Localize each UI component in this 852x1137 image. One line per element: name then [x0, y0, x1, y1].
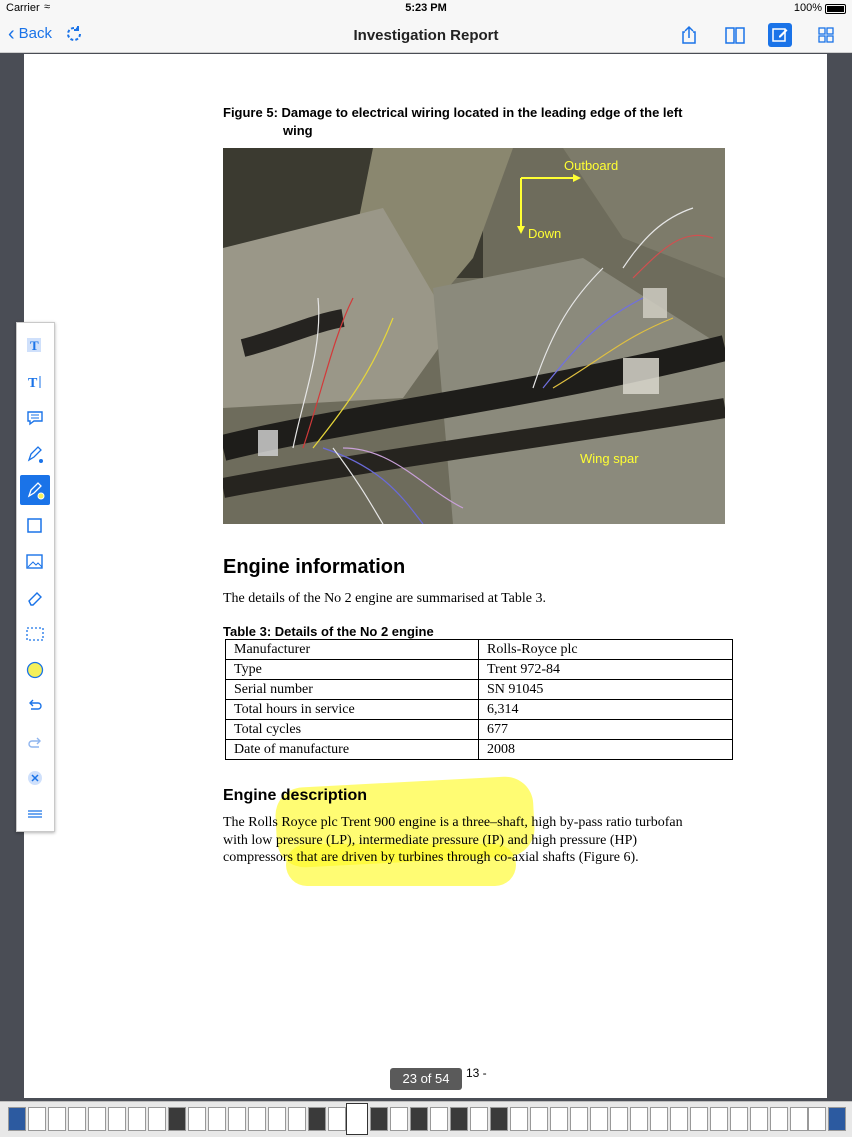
desc-line: with low pressure (LP), intermediate pressure (IP) and high pressure (HP) — [223, 832, 638, 848]
page-thumbnail[interactable] — [770, 1107, 788, 1131]
page-thumbnail[interactable] — [328, 1107, 346, 1131]
wiring-damage-photo — [223, 148, 725, 524]
page-thumbnail[interactable] — [128, 1107, 146, 1131]
page-thumbnail[interactable] — [288, 1107, 306, 1131]
row-value: 2008 — [479, 740, 733, 760]
grid-icon[interactable] — [814, 23, 838, 47]
page-indicator[interactable]: 23 of 54 — [390, 1068, 462, 1090]
text-highlight-tool-icon[interactable] — [20, 331, 50, 361]
page-thumbnail[interactable] — [630, 1107, 648, 1131]
share-icon[interactable] — [677, 23, 701, 47]
pen-tool-icon[interactable] — [20, 439, 50, 469]
page-thumbnail[interactable] — [590, 1107, 608, 1131]
row-value: 677 — [479, 720, 733, 740]
row-label: Date of manufacture — [226, 740, 479, 760]
page-thumbnail[interactable] — [550, 1107, 568, 1131]
engine-description-text — [223, 814, 723, 867]
page-thumbnail[interactable] — [148, 1107, 166, 1131]
page-thumbnail[interactable] — [68, 1107, 86, 1131]
page-number: 13 - — [466, 1066, 487, 1080]
table-caption: Table 3: Details of the No 2 engine — [223, 624, 434, 639]
table-row — [226, 680, 733, 700]
row-label: Total cycles — [226, 720, 479, 740]
page-thumbnail[interactable] — [88, 1107, 106, 1131]
table-row — [226, 640, 733, 660]
row-value: 6,314 — [479, 700, 733, 720]
back-label: Back — [18, 25, 53, 42]
text-tool-icon[interactable] — [20, 367, 50, 397]
row-value: SN 91045 — [479, 680, 733, 700]
label-down: Down — [528, 226, 562, 241]
page-thumbnail[interactable] — [450, 1107, 468, 1131]
page-thumbnail-current[interactable] — [346, 1103, 368, 1135]
clock: 5:23 PM — [405, 2, 447, 14]
row-label: Serial number — [226, 680, 479, 700]
page-thumbnail[interactable] — [828, 1107, 846, 1131]
chevron-left-icon: ‹ — [8, 22, 15, 45]
page-thumbnail[interactable] — [268, 1107, 286, 1131]
page-thumbnail[interactable] — [248, 1107, 266, 1131]
nav-bar — [0, 18, 852, 53]
edit-icon[interactable] — [768, 23, 792, 47]
engine-intro-text: The details of the No 2 engine are summarised at Table 3. — [223, 591, 546, 606]
label-wing-spar: Wing spar — [580, 451, 639, 466]
page-thumbnail[interactable] — [710, 1107, 728, 1131]
color-picker-icon[interactable] — [20, 655, 50, 685]
page-thumbnail[interactable] — [730, 1107, 748, 1131]
table-row — [226, 740, 733, 760]
label-outboard: Outboard — [564, 158, 619, 173]
figure-caption-line-1: Figure 5: Damage to electrical wiring located in the leading edge of the left — [223, 105, 683, 120]
page-thumbnail[interactable] — [390, 1107, 408, 1131]
page-thumbnail[interactable] — [168, 1107, 186, 1131]
page-thumbnail[interactable] — [670, 1107, 688, 1131]
wifi-icon: ≈ — [44, 1, 51, 13]
table-row — [226, 700, 733, 720]
page-thumbnail[interactable] — [790, 1107, 808, 1131]
engine-information-heading: Engine information — [223, 556, 406, 578]
status-bar — [0, 0, 852, 18]
book-icon[interactable] — [723, 23, 747, 47]
table-row — [226, 660, 733, 680]
svg-text:T: T — [30, 338, 39, 353]
page-thumbnail[interactable] — [490, 1107, 508, 1131]
page-thumbnail[interactable] — [48, 1107, 66, 1131]
battery-percent: 100% — [793, 2, 822, 14]
figure-caption-line-2: wing — [283, 123, 313, 138]
page-thumbnail[interactable] — [750, 1107, 768, 1131]
page-thumbnail[interactable] — [650, 1107, 668, 1131]
drag-handle-icon[interactable] — [20, 799, 50, 829]
row-label: Total hours in service — [226, 700, 479, 720]
page-thumbnail[interactable] — [410, 1107, 428, 1131]
figure-caption — [223, 104, 743, 140]
page-thumbnail[interactable] — [108, 1107, 126, 1131]
page-thumbnail-strip — [0, 1101, 852, 1137]
page-thumbnail[interactable] — [530, 1107, 548, 1131]
page-thumbnail[interactable] — [610, 1107, 628, 1131]
image-tool-icon[interactable] — [20, 547, 50, 577]
desc-line: The Rolls Royce plc Trent 900 engine is a three–shaft, high by-pass ratio turbofan — [223, 815, 683, 830]
row-label: Manufacturer — [226, 640, 479, 660]
page-thumbnail[interactable] — [308, 1107, 326, 1131]
engine-description-heading: Engine description — [223, 787, 368, 804]
undo-icon[interactable] — [20, 691, 50, 721]
page-title: Investigation Report — [353, 27, 499, 44]
page-thumbnail[interactable] — [430, 1107, 448, 1131]
redo-icon[interactable] — [20, 727, 50, 757]
page-thumbnail[interactable] — [690, 1107, 708, 1131]
page-thumbnail[interactable] — [8, 1107, 26, 1131]
table-row — [226, 720, 733, 740]
row-value: Trent 972-84 — [479, 660, 733, 680]
page-thumbnail[interactable] — [470, 1107, 488, 1131]
selection-tool-icon[interactable] — [20, 619, 50, 649]
close-icon[interactable] — [20, 763, 50, 793]
annotation-toolbar — [16, 322, 55, 832]
eraser-tool-icon[interactable] — [20, 583, 50, 613]
row-label: Type — [226, 660, 479, 680]
page-thumbnail[interactable] — [370, 1107, 388, 1131]
highlighter-tool-icon[interactable] — [20, 475, 50, 505]
document-page[interactable] — [24, 54, 827, 1098]
engine-details-table — [225, 639, 733, 760]
carrier-label: Carrier — [6, 2, 40, 14]
battery-icon — [825, 4, 846, 14]
page-thumbnail[interactable] — [808, 1107, 826, 1131]
page-thumbnail[interactable] — [188, 1107, 206, 1131]
desc-line: compressors that are driven by turbines through co-axial shafts (Figure 6). — [223, 850, 639, 865]
svg-text:T: T — [28, 376, 38, 391]
row-value: Rolls-Royce plc — [479, 640, 733, 660]
note-tool-icon[interactable] — [20, 403, 50, 433]
rectangle-tool-icon[interactable] — [20, 511, 50, 541]
page-thumbnail[interactable] — [228, 1107, 246, 1131]
page-thumbnail[interactable] — [28, 1107, 46, 1131]
page-thumbnail[interactable] — [208, 1107, 226, 1131]
page-thumbnail[interactable] — [570, 1107, 588, 1131]
page-thumbnail[interactable] — [510, 1107, 528, 1131]
